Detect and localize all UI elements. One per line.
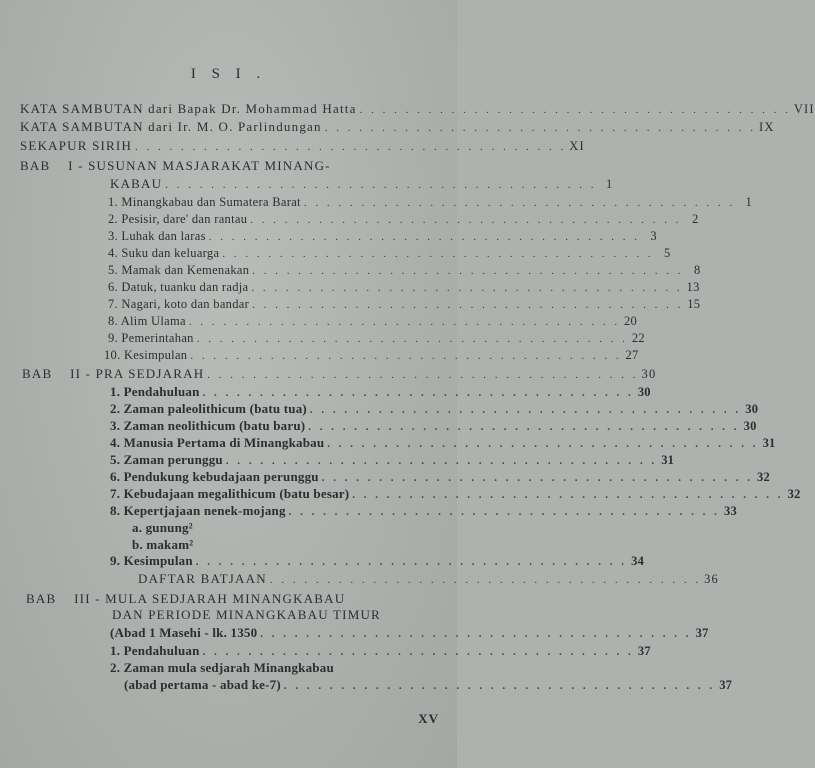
toc-entry-label: BAB I - SUSUNAN MASJARAKAT MINANG- bbox=[20, 158, 331, 173]
toc-entry bbox=[110, 401, 759, 418]
toc-page-number: 3 bbox=[650, 229, 657, 243]
dot-leader: . . . . . . . . . . . . . . . . . . . . . . . . . . . . . . . . . . . . . . bbox=[202, 646, 634, 658]
dot-leader: . . . . . . . . . . . . . . . . . . . . . . . . . . . . . . . . . . . . . . bbox=[135, 141, 567, 153]
dot-leader: . . . . . . . . . . . . . . . . . . . . . . . . . . . . . . . . . . . . . . bbox=[309, 404, 742, 416]
dot-leader: . . . . . . . . . . . . . . . . . . . . . . . . . . . . . . . . . . . . . . bbox=[207, 369, 639, 381]
toc-entry bbox=[104, 347, 639, 364]
toc-entry bbox=[110, 625, 709, 642]
toc-entry-label: KATA SAMBUTAN dari Ir. M. O. Parlindungan bbox=[20, 119, 322, 134]
dot-leader: . . . . . . . . . . . . . . . . . . . . . . . . . . . . . . . . . . . . . . bbox=[321, 472, 753, 484]
toc-page-number: IX bbox=[758, 120, 775, 134]
toc-entry-label: DAFTAR BATJAAN bbox=[138, 571, 267, 586]
toc-page-number: 5 bbox=[664, 246, 671, 260]
dot-leader: . . . . . . . . . . . . . . . . . . . . . . . . . . . . . . . . . . . . . . bbox=[288, 506, 720, 518]
toc-entry bbox=[110, 553, 645, 570]
toc-entry-label: 1. Pendahuluan bbox=[110, 384, 200, 399]
toc-entry bbox=[110, 418, 757, 435]
dot-leader: . . . . . . . . . . . . . . . . . . . . . . . . . . . . . . . . . . . . . . bbox=[269, 574, 702, 586]
toc-entry-label: SEKAPUR SIRIH bbox=[20, 138, 133, 153]
toc-entry-label: (abad pertama - abad ke-7) bbox=[124, 677, 281, 692]
toc-entry-label: 7. Kebudajaan megalithicum (batu besar) bbox=[110, 486, 350, 501]
toc-entry-daftar-batjaan bbox=[138, 571, 719, 588]
toc-entry bbox=[108, 279, 700, 296]
toc-entry-label: 3. Zaman neolithicum (batu baru) bbox=[110, 418, 306, 433]
toc-page-number: XI bbox=[569, 139, 585, 153]
toc-entry-label: 7. Nagari, koto dan bandar bbox=[108, 297, 250, 311]
toc-page-number: 27 bbox=[625, 348, 639, 362]
toc-entry bbox=[108, 245, 671, 262]
toc-entry-label: 4. Suku dan keluarga bbox=[108, 246, 220, 260]
toc-entry-label: 2. Pesisir, dare' dan rantau bbox=[108, 212, 248, 226]
toc-entry-label: 9. Pemerintahan bbox=[108, 331, 194, 345]
toc-entry bbox=[108, 330, 645, 347]
toc-entry-label: 6. Datuk, tuanku dan radja bbox=[108, 280, 249, 294]
toc-page-number: 31 bbox=[661, 453, 675, 467]
dot-leader: . . . . . . . . . . . . . . . . . . . . . . . . . . . . . . . . . . . . . . bbox=[208, 231, 640, 243]
toc-page-number: 8 bbox=[693, 263, 701, 277]
dot-leader: . . . . . . . . . . . . . . . . . . . . . . . . . . . . . . . . . . . . . . bbox=[324, 122, 756, 134]
toc-entry-label: a. gunung² bbox=[132, 520, 193, 535]
toc-entry bbox=[110, 435, 776, 452]
toc-heading-bab-3-cont bbox=[112, 607, 427, 623]
toc-page-number: 13 bbox=[686, 280, 700, 294]
toc-entry-label: 10. Kesimpulan bbox=[104, 348, 188, 362]
dot-leader: . . . . . . . . . . . . . . . . . . . . . . . . . . . . . . . . . . . . . . bbox=[327, 438, 759, 450]
toc-entry bbox=[108, 313, 638, 330]
toc-page-number: 37 bbox=[719, 678, 733, 692]
toc-entry bbox=[108, 194, 753, 211]
dot-leader: . . . . . . . . . . . . . . . . . . . . . . . . . . . . . . . . . . . . . . bbox=[195, 556, 628, 568]
toc-entry-label: DAN PERIODE MINANGKABAU TIMUR bbox=[112, 607, 381, 622]
toc-page-number: 22 bbox=[631, 331, 645, 345]
toc-page-number: 30 bbox=[743, 419, 757, 433]
toc-entry-label: 2. Zaman mula sedjarah Minangkabau bbox=[110, 660, 334, 675]
toc-entry bbox=[110, 452, 675, 469]
toc-entry-label: 5. Mamak dan Kemenakan bbox=[108, 263, 250, 277]
toc-page-number: 30 bbox=[641, 367, 657, 381]
toc-entry-label: 6. Pendukung kebudajaan perunggu bbox=[110, 469, 319, 484]
toc-entry-kata-sambutan-parlindungan bbox=[20, 119, 775, 136]
toc-page-number: 32 bbox=[757, 470, 770, 484]
toc-entry-label: BAB II - PRA SEDJARAH bbox=[22, 366, 205, 381]
dot-leader: . . . . . . . . . . . . . . . . . . . . . . . . . . . . . . . . . . . . . . bbox=[190, 350, 622, 362]
dot-leader: . . . . . . . . . . . . . . . . . . . . . . . . . . . . . . . . . . . . . . bbox=[352, 489, 784, 501]
toc-page-number: 30 bbox=[745, 402, 759, 416]
page-number-footer: XV bbox=[418, 711, 439, 726]
toc-subentry bbox=[132, 537, 257, 553]
toc-entry-label: b. makam² bbox=[132, 537, 194, 552]
toc-page-number: 2 bbox=[691, 212, 699, 226]
dot-leader: . . . . . . . . . . . . . . . . . . . . . . . . . . . . . . . . . . . . . . bbox=[252, 299, 684, 311]
toc-entry bbox=[110, 503, 737, 520]
dot-leader: . . . . . . . . . . . . . . . . . . . . . . . . . . . . . . . . . . . . . . bbox=[260, 628, 692, 640]
toc-entry bbox=[110, 660, 427, 676]
dot-leader: . . . . . . . . . . . . . . . . . . . . . . . . . . . . . . . . . . . . . . bbox=[225, 455, 658, 467]
toc-page-number: 1 bbox=[745, 195, 753, 209]
dot-leader: . . . . . . . . . . . . . . . . . . . . . . . . . . . . . . . . . . . . . . bbox=[308, 421, 740, 433]
toc-entry-label: 9. Kesimpulan bbox=[110, 553, 193, 568]
toc-entry-label: 1. Pendahuluan bbox=[110, 643, 200, 658]
toc-entry-label: KABAU bbox=[110, 176, 163, 191]
toc-entry bbox=[110, 643, 651, 660]
page-title: I S I . bbox=[190, 66, 267, 82]
dot-leader: . . . . . . . . . . . . . . . . . . . . . . . . . . . . . . . . . . . . . . bbox=[359, 104, 791, 116]
toc-entry-label: (Abad 1 Masehi - lk. 1350 bbox=[110, 625, 258, 640]
dot-leader: . . . . . . . . . . . . . . . . . . . . . . . . . . . . . . . . . . . . . . bbox=[252, 265, 684, 277]
toc-page-number: 31 bbox=[762, 436, 776, 450]
toc-entry-label: 2. Zaman paleolithicum (batu tua) bbox=[110, 401, 307, 416]
toc-entry bbox=[108, 296, 701, 313]
toc-page-number: 20 bbox=[624, 314, 638, 328]
toc-entry-label: 4. Manusia Pertama di Minangkabau bbox=[110, 435, 325, 450]
toc-entry-cont bbox=[124, 677, 733, 694]
dot-leader: . . . . . . . . . . . . . . . . . . . . . . . . . . . . . . . . . . . . . . bbox=[303, 197, 736, 209]
toc-page-number: 15 bbox=[687, 297, 701, 311]
toc-page-number: 1 bbox=[606, 177, 614, 191]
toc-entry bbox=[110, 469, 770, 486]
toc-heading-bab-2 bbox=[22, 366, 657, 383]
toc-page-number: 33 bbox=[724, 504, 737, 518]
toc-entry-label: 1. Minangkabau dan Sumatera Barat bbox=[108, 195, 301, 209]
toc-page-number: 30 bbox=[637, 385, 651, 399]
toc-page-number: 36 bbox=[704, 572, 719, 586]
toc-heading-bab-1-cont bbox=[110, 176, 614, 193]
dot-leader: . . . . . . . . . . . . . . . . . . . . . . . . . . . . . . . . . . . . . . bbox=[202, 387, 634, 399]
toc-entry-sekapur-sirih bbox=[20, 138, 585, 155]
toc-entry-label: 8. Kepertjajaan nenek-mojang bbox=[110, 503, 286, 518]
toc-entry-label: 3. Luhak dan laras bbox=[108, 229, 206, 243]
toc-entry bbox=[108, 262, 701, 279]
dot-leader: . . . . . . . . . . . . . . . . . . . . . . . . . . . . . . . . . . . . . . bbox=[251, 282, 683, 294]
toc-entry-label: KATA SAMBUTAN dari Bapak Dr. Mohammad Hatta bbox=[20, 101, 357, 116]
toc-heading-bab-3 bbox=[26, 591, 427, 607]
toc-entry-label: BAB III - MULA SEDJARAH MINANGKABAU bbox=[26, 591, 346, 606]
dot-leader: . . . . . . . . . . . . . . . . . . . . . . . . . . . . . . . . . . . . . . bbox=[165, 179, 597, 191]
dot-leader: . . . . . . . . . . . . . . . . . . . . . . . . . . . . . . . . . . . . . . bbox=[250, 214, 682, 226]
toc-entry bbox=[108, 228, 657, 245]
toc-subentry bbox=[132, 520, 257, 536]
toc-entry bbox=[110, 486, 801, 503]
toc-entry bbox=[108, 211, 699, 228]
toc-heading-bab-1 bbox=[20, 158, 377, 174]
toc-page-number: 37 bbox=[637, 644, 651, 658]
toc-page-number: 37 bbox=[695, 626, 709, 640]
toc-entry bbox=[110, 384, 651, 401]
dot-leader: . . . . . . . . . . . . . . . . . . . . . . . . . . . . . . . . . . . . . . bbox=[196, 333, 628, 345]
dot-leader: . . . . . . . . . . . . . . . . . . . . . . . . . . . . . . . . . . . . . . bbox=[222, 248, 654, 260]
toc-page-number: 32 bbox=[787, 487, 801, 501]
toc-page-number: VII bbox=[793, 102, 815, 116]
toc-page-number: 34 bbox=[631, 554, 645, 568]
toc-entry-label: 5. Zaman perunggu bbox=[110, 452, 223, 467]
toc-entry-kata-sambutan-hatta bbox=[20, 101, 815, 118]
toc-entry-label: 8. Alim Ulama bbox=[108, 314, 186, 328]
dot-leader: . . . . . . . . . . . . . . . . . . . . . . . . . . . . . . . . . . . . . . bbox=[283, 680, 716, 692]
dot-leader: . . . . . . . . . . . . . . . . . . . . . . . . . . . . . . . . . . . . . . bbox=[188, 316, 621, 328]
